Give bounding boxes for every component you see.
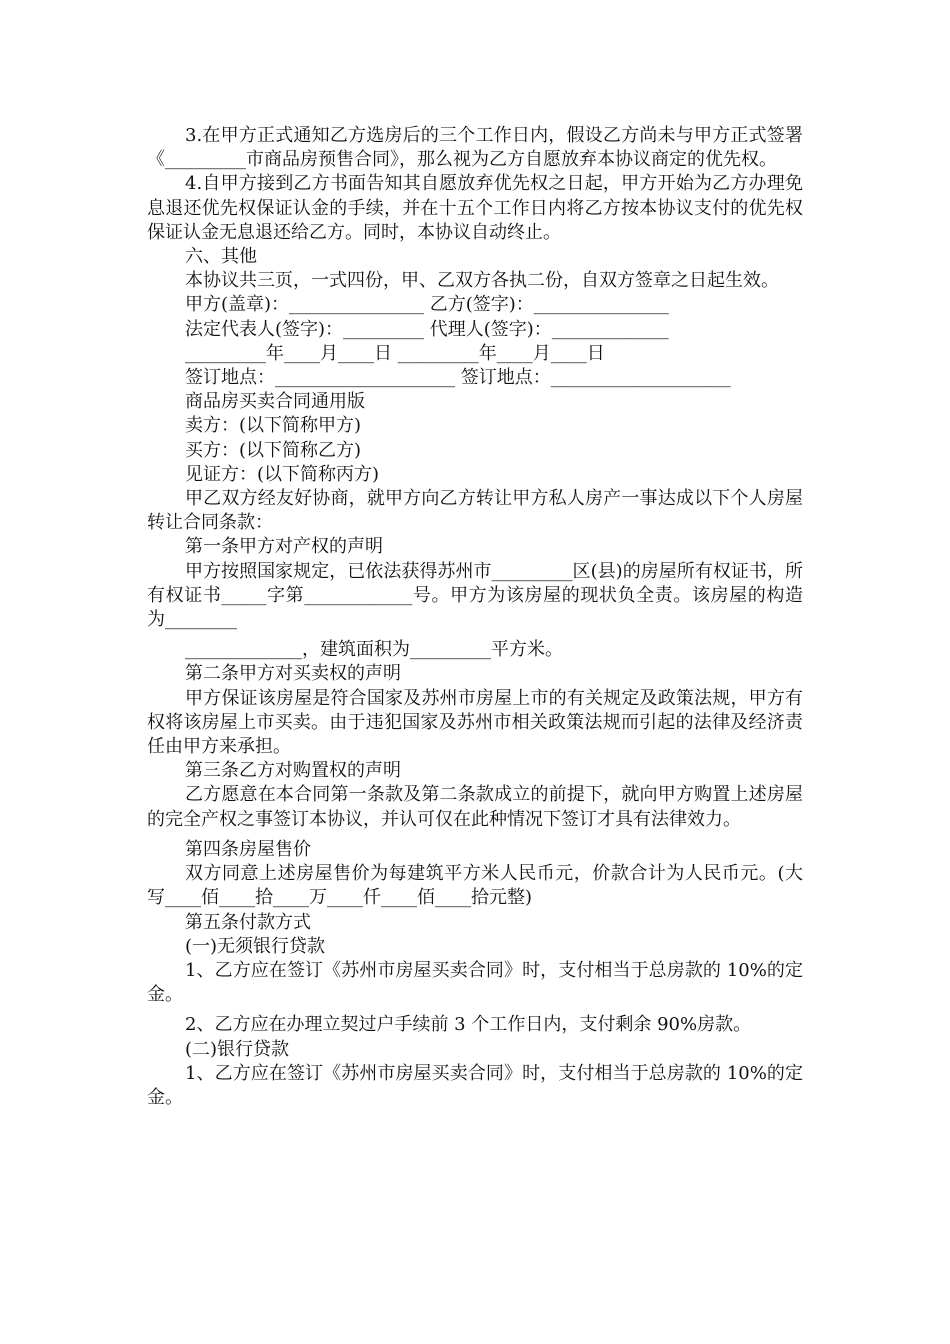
paragraph: 2、乙方应在办理立契过户手续前 3 个工作日内，支付剩余 90%房款。 [185,1014,752,1036]
party-line: 卖方：(以下简称甲方) [185,415,362,437]
paragraph: 4.自甲方接到乙方书面告知其自愿放弃优先权之日起，甲方开始为乙方办理免息退还优先权保证认金的手续，并在十五个工作日内将乙方按本协议支付的优先权保证认金无息退还给乙方。同时，本协议自动终止。 [147,173,803,243]
paragraph: 甲方按照国家规定，已依法获得苏州市_________区(县)的房屋所有权证书，所有权证书_____字第____________号。甲方为该房屋的现状负全责。该房屋的构造为________ [147,560,803,631]
paragraph: 乙方愿意在本合同第一条款及第二条款成立的前提下，就向甲方购置上述房屋的完全产权之事签订本协议，并认可仅在此种情况下签订才具有法律效力。 [147,784,803,830]
date-line: _________年____月____日 _________年____月____日 [185,342,605,364]
paragraph: 3.在甲方正式通知乙方选房后的三个工作日内，假设乙方尚未与甲方正式签署《_________市商品房预售合同》，那么视为乙方自愿放弃本协议商定的优先权。 [147,125,803,171]
place-line: 签订地点：____________________ 签订地点：____________________ [185,367,731,389]
paragraph: 甲方保证该房屋是符合国家及苏州市房屋上市的有关规定及政策法规，甲方有权将该房屋上市买卖。由于违犯国家及苏州市相关政策法规而引起的法律及经济责任由甲方来承担。 [147,687,803,758]
paragraph: 甲乙双方经友好协商，就甲方向乙方转让甲方私人房产一事达成以下个人房屋转让合同条款： [147,488,803,534]
clause-heading: 第五条付款方式 [185,911,311,933]
sub-heading: (二)银行贷款 [185,1038,290,1060]
sub-heading: (一)无须银行贷款 [185,935,326,957]
document-page [147,124,803,1110]
clause-heading: 第四条房屋售价 [185,838,311,860]
paragraph: 双方同意上述房屋售价为每建筑平方米人民币元，价款合计为人民币元。(大写____佰____拾____万____仟____佰____拾元整) [147,863,803,909]
paragraph: _____________，建筑面积为_________平方米。 [185,639,563,661]
party-line: 见证方：(以下简称丙方) [185,463,380,485]
paragraph: 1、乙方应在签订《苏州市房屋买卖合同》时，支付相当于总房款的 10%的定金。 [147,959,803,1006]
party-line: 买方：(以下简称乙方) [185,439,362,461]
signature-line: 甲方(盖章)：_______________ 乙方(签字)：_______________ [185,294,669,316]
clause-heading: 第三条乙方对购置权的声明 [185,760,401,782]
clause-heading: 第二条甲方对买卖权的声明 [185,663,401,685]
clause-heading: 第一条甲方对产权的声明 [185,536,383,558]
signature-line: 法定代表人(签字)：_________ 代理人(签字)：_____________ [185,318,669,340]
document-title: 商品房买卖合同通用版 [185,391,365,413]
paragraph: 本协议共三页，一式四份，甲、乙双方各执二份，自双方签章之日起生效。 [185,270,779,292]
section-heading: 六、其他 [185,246,257,268]
paragraph: 1、乙方应在签订《苏州市房屋买卖合同》时，支付相当于总房款的 10%的定金。 [147,1062,803,1108]
